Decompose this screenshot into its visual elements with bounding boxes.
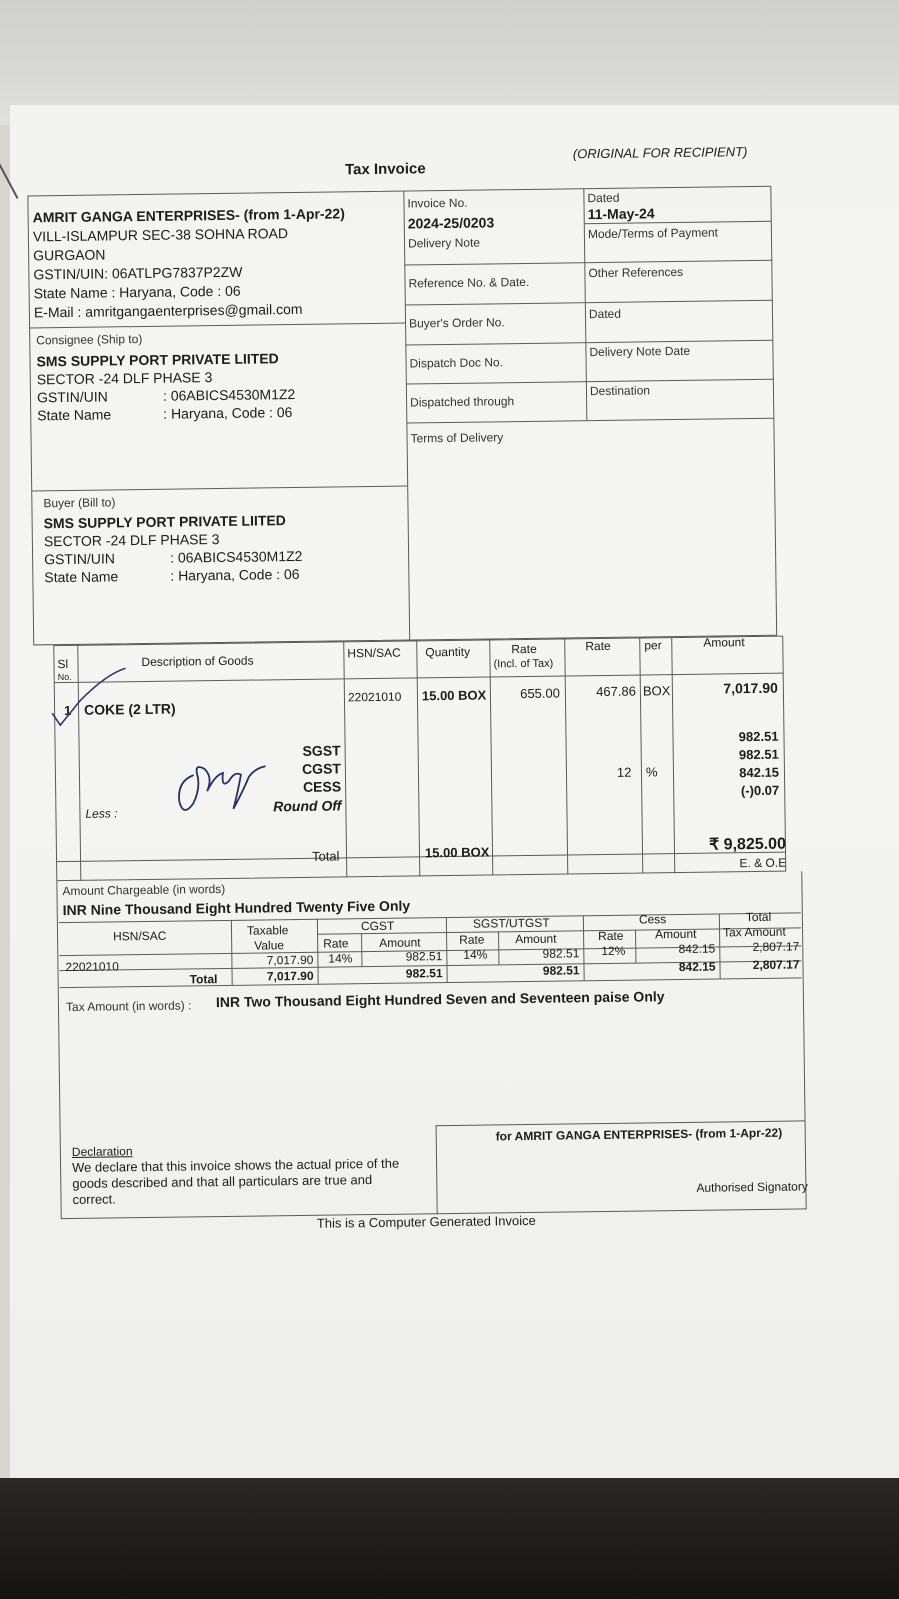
- tax-roundoff-amount: (-)0.07: [740, 782, 780, 799]
- top-frame: [27, 186, 777, 646]
- tax-total-sgst: 982.51: [542, 963, 580, 978]
- tax-sgst-label: SGST: [302, 742, 341, 759]
- tax-row-sgst-amount: 982.51: [542, 946, 580, 961]
- item-per: BOX: [642, 683, 671, 699]
- buyer-state-value: : Haryana, Code : 06: [170, 565, 300, 584]
- tax-hdr-total: Total: [745, 909, 772, 925]
- hdr-description: Description of Goods: [141, 653, 254, 670]
- tax-cess-label: CESS: [302, 778, 342, 795]
- invoice-no-value: 2024-25/0203: [407, 214, 495, 232]
- buyer-state-label: State Name: [44, 568, 119, 586]
- tax-row-sgst-rate: 14%: [463, 947, 488, 962]
- tax-hdr-cess-rate: Rate: [598, 928, 624, 944]
- background-bottom: [0, 1478, 899, 1599]
- tax-hdr-cess-amount: Amount: [654, 926, 697, 942]
- consignee-state-label: State Name: [37, 406, 112, 424]
- invoice-no-label: Invoice No.: [407, 195, 468, 211]
- items-total-label: Total: [311, 848, 340, 864]
- tax-roundoff-label: Round Off: [273, 797, 342, 815]
- tax-row-hsn: 22021010: [65, 959, 119, 975]
- tax-rate-unit: %: [645, 764, 658, 780]
- footer-note: This is a Computer Generated Invoice: [316, 1212, 536, 1231]
- consignee-gstin-label: GSTIN/UIN: [36, 388, 108, 406]
- declaration-line1: We declare that this invoice shows the actual price of the: [71, 1155, 400, 1175]
- destination-label: Destination: [589, 383, 651, 399]
- item-hsn: 22021010: [347, 689, 402, 705]
- buyer-address: SECTOR -24 DLF PHASE 3: [43, 531, 220, 550]
- tax-total-label: Total: [189, 972, 218, 987]
- dispatched-through-label: Dispatched through: [410, 394, 515, 410]
- seller-address1: VILL-ISLAMPUR SEC-38 SOHNA ROAD: [32, 225, 289, 245]
- consignee-address: SECTOR -24 DLF PHASE 3: [36, 369, 213, 388]
- items-total-amount: ₹ 9,825.00: [708, 835, 787, 854]
- tax-total-taxable: 7,017.90: [266, 968, 314, 984]
- delivery-note-date-label: Delivery Note Date: [589, 343, 691, 360]
- consignee-gstin-value: : 06ABICS4530M1Z2: [162, 385, 296, 404]
- amount-words-label: Amount Chargeable (in words): [62, 881, 226, 899]
- handwritten-signature: [171, 750, 272, 821]
- tax-rate-value: 12: [616, 764, 632, 780]
- check-mark-icon: [45, 660, 136, 731]
- copy-label: (ORIGINAL FOR RECIPIENT): [572, 144, 748, 162]
- tax-hdr-cgst-amount: Amount: [379, 935, 421, 950]
- tax-hdr-value: Value: [254, 938, 285, 953]
- authorised-signatory: Authorised Signatory: [696, 1179, 808, 1195]
- tax-hdr-cgst-rate: Rate: [323, 936, 349, 951]
- tax-row-cess-amount: 842.15: [678, 941, 716, 957]
- hdr-per: per: [644, 638, 662, 653]
- seller-name: AMRIT GANGA ENTERPRISES- (from 1-Apr-22): [32, 205, 345, 226]
- consignee-name: SMS SUPPLY PORT PRIVATE LIITED: [36, 350, 279, 370]
- hdr-rate: Rate: [585, 638, 611, 654]
- item-rate: 467.86: [596, 683, 636, 700]
- seller-address2: GURGAON: [33, 246, 106, 264]
- tax-cgst-label: CGST: [301, 760, 341, 777]
- tax-words-value: INR Two Thousand Eight Hundred Seven and Seventeen paise Only: [215, 988, 665, 1011]
- tax-hdr-tax-amount: Tax Amount: [722, 924, 786, 940]
- buyer-gstin-label: GSTIN/UIN: [44, 550, 116, 568]
- invoice-title: Tax Invoice: [344, 160, 426, 179]
- buyer-gstin-value: : 06ABICS4530M1Z2: [170, 547, 303, 566]
- hdr-quantity: Quantity: [425, 644, 471, 660]
- other-references-label: Other References: [588, 264, 684, 281]
- delivery-note-label: Delivery Note: [407, 235, 481, 251]
- tax-total-cess: 842.15: [678, 959, 716, 975]
- declaration-line3: correct.: [72, 1191, 116, 1207]
- terms-of-delivery-label: Terms of Delivery: [410, 430, 504, 446]
- tax-hdr-sgst-amount: Amount: [515, 931, 557, 947]
- tax-hdr-taxable: Taxable: [246, 923, 289, 938]
- hdr-hsn: HSN/SAC: [347, 645, 401, 661]
- item-quantity: 15.00 BOX: [421, 687, 487, 704]
- signatory-for-label: for AMRIT GANGA ENTERPRISES- (from 1-Apr-22): [495, 1125, 783, 1144]
- tax-cess-amount: 842.15: [739, 764, 780, 781]
- tax-row-taxable: 7,017.90: [266, 952, 314, 968]
- seller-state: State Name : Haryana, Code : 06: [33, 282, 241, 302]
- tax-total-total: 2,807.17: [752, 957, 800, 973]
- tax-hdr-cess: Cess: [638, 912, 667, 927]
- tax-sgst-amount: 982.51: [738, 728, 779, 745]
- seller-gstin: GSTIN/UIN: 06ATLPG7837P2ZW: [33, 263, 243, 283]
- tax-row-cgst-rate: 14%: [328, 951, 353, 966]
- items-total-quantity: 15.00 BOX: [424, 844, 490, 861]
- hdr-amount: Amount: [703, 635, 745, 650]
- hdr-no: No.: [57, 671, 72, 683]
- consignee-label: Consignee (Ship to): [36, 331, 143, 348]
- tax-row-cess-rate: 12%: [601, 943, 626, 959]
- tax-hdr-sgst: SGST/UTGST: [472, 915, 550, 931]
- dated2-label: Dated: [588, 306, 622, 322]
- buyer-name: SMS SUPPLY PORT PRIVATE LIITED: [43, 512, 286, 532]
- item-rate-incl: 655.00: [520, 685, 561, 702]
- tax-hdr-hsn: HSN/SAC: [112, 928, 167, 944]
- buyers-order-label: Buyer's Order No.: [408, 315, 505, 331]
- dated-label: Dated: [587, 190, 620, 206]
- eoe-label: E. & O.E: [739, 855, 787, 871]
- tax-hdr-sgst-rate: Rate: [459, 932, 485, 947]
- amount-words-value: INR Nine Thousand Eight Hundred Twenty Five Only: [62, 897, 411, 919]
- hdr-rate-incl-sub: (Incl. of Tax): [493, 657, 554, 671]
- item-sl: 1: [64, 702, 72, 719]
- tax-row-cgst-amount: 982.51: [405, 949, 443, 964]
- item-description: COKE (2 LTR): [83, 700, 176, 718]
- hdr-rate-incl: Rate: [511, 641, 537, 657]
- item-amount: 7,017.90: [723, 679, 778, 697]
- reference-label: Reference No. & Date.: [408, 274, 530, 291]
- declaration-title: Declaration: [71, 1144, 133, 1159]
- less-label: Less :: [85, 806, 118, 821]
- buyer-label: Buyer (Bill to): [43, 495, 116, 511]
- dispatch-doc-label: Dispatch Doc No.: [409, 355, 504, 371]
- seller-email: E-Mail : amritgangaenterprises@gmail.com: [33, 300, 303, 321]
- consignee-state-value: : Haryana, Code : 06: [163, 404, 293, 422]
- dated-value: 11-May-24: [587, 205, 655, 223]
- tax-words-label: Tax Amount (in words) :: [65, 998, 192, 1015]
- declaration-line2: goods described and that all particulars are true and: [72, 1172, 373, 1191]
- tax-total-cgst: 982.51: [405, 966, 443, 981]
- mode-terms-label: Mode/Terms of Payment: [587, 225, 719, 242]
- tax-row-total: 2,807.17: [752, 939, 800, 955]
- tax-cgst-amount: 982.51: [738, 746, 779, 763]
- tax-hdr-cgst: CGST: [360, 918, 395, 934]
- hdr-sl: Sl: [57, 656, 69, 672]
